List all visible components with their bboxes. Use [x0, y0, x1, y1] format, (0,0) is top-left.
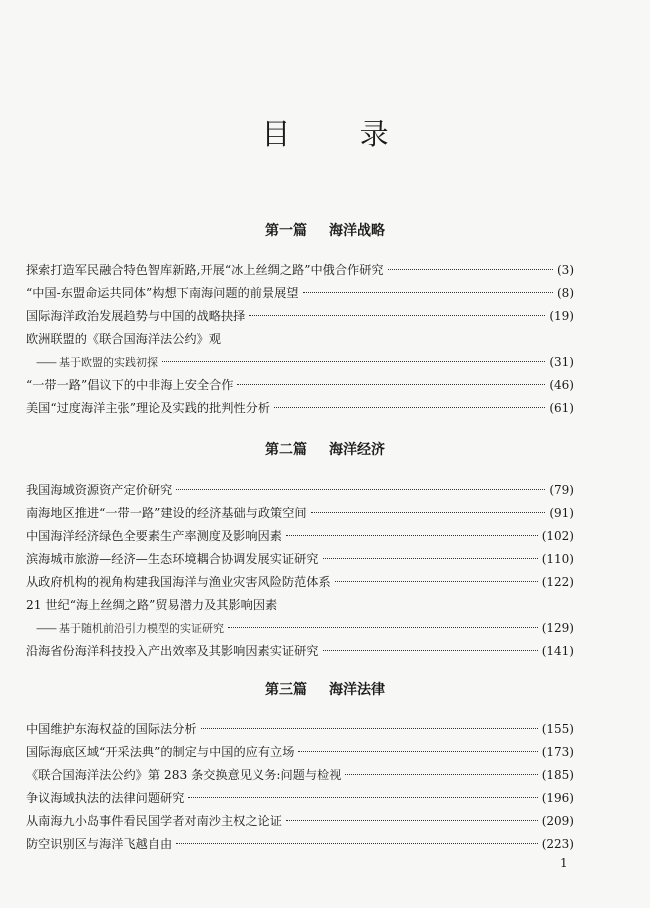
- entry-title: 中国维护东海权益的国际法分析: [26, 722, 197, 736]
- part-3-entries: [26, 718, 574, 856]
- toc-entry[interactable]: [26, 282, 574, 305]
- toc-entry[interactable]: [26, 594, 574, 617]
- entry-title: 探索打造军民融合特色智库新路,开展“冰上丝绸之路”中俄合作研究: [26, 263, 384, 277]
- dot-leader: [237, 384, 545, 385]
- toc-entry[interactable]: [26, 397, 574, 420]
- part-3-heading: [0, 679, 650, 699]
- entry-page-number: (31): [549, 355, 574, 369]
- part-name: 海洋法律: [329, 682, 385, 698]
- entry-page-number: (8): [557, 286, 574, 300]
- entry-title: 从政府机构的视角构建我国海洋与渔业灾害风险防范体系: [26, 575, 331, 589]
- dot-leader: [323, 650, 538, 651]
- dot-leader: [249, 315, 545, 316]
- dot-leader: [298, 751, 537, 752]
- subtitle-text: 基于欧盟的实践初探: [59, 356, 158, 369]
- part-number: 第二篇: [265, 442, 307, 458]
- entry-title: 争议海域执法的法律问题研究: [26, 791, 185, 805]
- toc-entry[interactable]: [26, 833, 574, 856]
- toc-entry[interactable]: [26, 502, 574, 525]
- dot-leader: [303, 292, 553, 293]
- dot-leader: [228, 627, 538, 628]
- dot-leader: [323, 558, 538, 559]
- entry-title: 中国海洋经济绿色全要素生产率测度及影响因素: [26, 529, 282, 543]
- entry-page-number: (196): [541, 791, 574, 805]
- dot-leader: [201, 728, 538, 729]
- part-number: 第一篇: [265, 223, 307, 239]
- entry-page-number: (155): [541, 722, 574, 736]
- entry-page-number: (122): [541, 575, 574, 589]
- entry-title: 我国海域资源资产定价研究: [26, 483, 173, 497]
- entry-page-number: (3): [557, 263, 574, 277]
- entry-title: 国际海底区域“开采法典”的制定与中国的应有立场: [26, 745, 295, 759]
- entry-page-number: (91): [549, 506, 574, 520]
- entry-title: 21 世纪“海上丝绸之路”贸易潜力及其影响因素: [26, 598, 278, 612]
- part-2-heading: [0, 439, 650, 459]
- part-1-entries: [26, 259, 574, 420]
- dot-leader: [286, 535, 538, 536]
- toc-entry[interactable]: [26, 259, 574, 282]
- entry-title: “中国-东盟命运共同体”构想下南海问题的前景展望: [26, 286, 299, 300]
- entry-title: 《联合国海洋法公约》第 283 条交换意见义务:问题与检视: [26, 768, 342, 782]
- dot-leader: [176, 489, 545, 490]
- subtitle-text: 基于随机前沿引力模型的实证研究: [59, 622, 224, 635]
- toc-entry[interactable]: [26, 571, 574, 594]
- toc-entry[interactable]: [26, 479, 574, 502]
- dot-leader: [388, 269, 553, 270]
- entry-page-number: (223): [541, 837, 574, 851]
- entry-title: 南海地区推进“一带一路”建设的经济基础与政策空间: [26, 506, 307, 520]
- entry-page-number: (141): [541, 644, 574, 658]
- entry-title: 欧洲联盟的《联合国海洋法公约》观: [26, 332, 221, 346]
- entry-page-number: (185): [541, 768, 574, 782]
- page-title: 目 录: [261, 117, 419, 151]
- dot-leader: [311, 512, 546, 513]
- dot-leader: [335, 581, 538, 582]
- toc-subtitle-entry[interactable]: [26, 617, 574, 640]
- subtitle-dash: ——: [36, 356, 56, 369]
- entry-page-number: (110): [541, 552, 574, 566]
- entry-page-number: (102): [541, 529, 574, 543]
- toc-entry[interactable]: [26, 525, 574, 548]
- entry-page-number: (46): [549, 378, 574, 392]
- entry-title: 国际海洋政治发展趋势与中国的战略抉择: [26, 309, 246, 323]
- toc-subtitle-entry[interactable]: [26, 351, 574, 374]
- entry-title: 沿海省份海洋科技投入产出效率及其影响因素实证研究: [26, 644, 319, 658]
- dot-leader: [274, 407, 545, 408]
- entry-title: [26, 617, 224, 640]
- part-2-entries: [26, 479, 574, 663]
- dot-leader: [162, 361, 545, 362]
- dot-leader: [188, 797, 537, 798]
- toc-entry[interactable]: [26, 741, 574, 764]
- toc-entry[interactable]: [26, 810, 574, 833]
- part-name: 海洋战略: [329, 223, 385, 239]
- dot-leader: [176, 843, 537, 844]
- dot-leader: [286, 820, 538, 821]
- entry-title: “一带一路”倡议下的中非海上安全合作: [26, 378, 234, 392]
- subtitle-dash: ——: [36, 622, 56, 635]
- toc-entry[interactable]: [26, 787, 574, 810]
- entry-page-number: (19): [549, 309, 574, 323]
- entry-title: [26, 351, 158, 374]
- entry-page-number: (129): [541, 621, 574, 635]
- entry-page-number: (61): [549, 401, 574, 415]
- toc-entry[interactable]: [26, 718, 574, 741]
- entry-title: 从南海九小岛事件看民国学者对南沙主权之论证: [26, 814, 282, 828]
- toc-entry[interactable]: [26, 764, 574, 787]
- entry-page-number: (79): [549, 483, 574, 497]
- part-1-heading: [0, 220, 650, 240]
- toc-entry[interactable]: [26, 640, 574, 663]
- entry-title: 美国“过度海洋主张”理论及实践的批判性分析: [26, 401, 271, 415]
- entry-page-number: (209): [541, 814, 574, 828]
- part-name: 海洋经济: [329, 442, 385, 458]
- dot-leader: [345, 774, 537, 775]
- footer-page-number: 1: [560, 856, 568, 870]
- toc-entry[interactable]: [26, 548, 574, 571]
- toc-entry[interactable]: [26, 328, 574, 351]
- toc-entry[interactable]: [26, 305, 574, 328]
- part-number: 第三篇: [265, 682, 307, 698]
- toc-entry[interactable]: [26, 374, 574, 397]
- entry-title: 滨海城市旅游—经济—生态环境耦合协调发展实证研究: [26, 552, 319, 566]
- entry-page-number: (173): [541, 745, 574, 759]
- entry-title: 防空识别区与海洋飞越自由: [26, 837, 173, 851]
